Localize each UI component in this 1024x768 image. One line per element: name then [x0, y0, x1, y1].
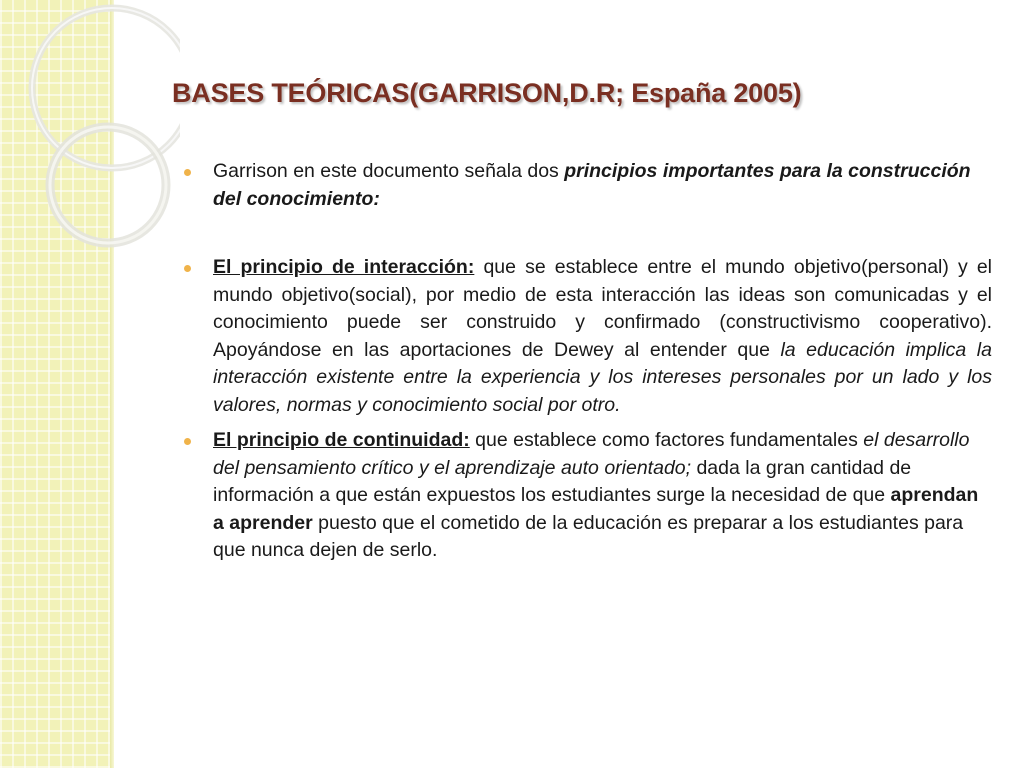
bullet-text-italic: la educación implica la interacción existente entre la experiencia y los intereses personales por un lado y los valores, normas y conocimiento social por otro.: [213, 338, 992, 416]
bullet-dot-icon: [184, 265, 191, 272]
bullet-item: [186, 427, 992, 565]
bullet-text: [213, 160, 971, 210]
bullet-text-normal: Garrison en este documento señala dos: [213, 160, 565, 182]
decorative-circles: [0, 0, 180, 260]
bullet-text-bold-italic: principios importantes para la construcción del conocimiento:: [213, 160, 971, 210]
slide-title: BASES TEÓRICAS(GARRISON,D.R; España 2005): [172, 78, 802, 108]
principle-heading-continuity: El principio de continuidad:: [213, 429, 470, 451]
bullet-text-normal: dada la gran cantidad de información a que están expuestos los estudiantes surge la necesidad de que: [213, 456, 912, 506]
bullet-dot-icon: [184, 169, 191, 176]
bullet-text: [213, 256, 992, 416]
bullet-text-normal: que establece como factores fundamentales: [469, 429, 864, 451]
bullet-item: [186, 254, 992, 419]
bullet-text: [213, 429, 978, 561]
bullet-text-bold: aprendan a aprender: [213, 484, 979, 534]
bullet-dot-icon: [184, 438, 191, 445]
bullet-text-italic: el desarrollo del pensamiento crítico y el aprendizaje auto orientado;: [213, 429, 970, 479]
bullet-item: [186, 158, 992, 213]
principle-heading-interaction: El principio de interacción:: [213, 256, 475, 278]
bullet-text-normal: puesto que el cometido de la educación es preparar a los estudiantes para que nunca dejen de serlo.: [213, 511, 964, 561]
bullet-text-normal: que se establece entre el mundo objetivo(personal) y el mundo objetivo(social), por medio de esta interacción las ideas son comunicadas y el conocimiento puede ser construido y confirmado (constructivismo cooperativo). Apoyándose en las aportaciones de Dewey al entender que: [213, 256, 992, 361]
bullet-list: [186, 158, 992, 565]
